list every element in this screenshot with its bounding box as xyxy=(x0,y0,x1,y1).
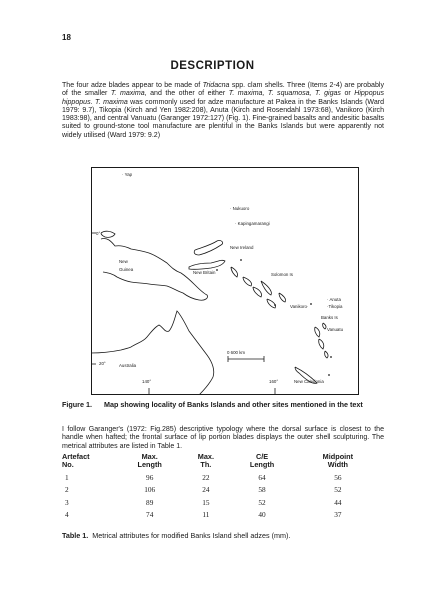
text-run: The four adze blades appear to be made of xyxy=(62,82,203,89)
table-cell: 56 xyxy=(334,472,342,482)
table-caption-label: Table 1. xyxy=(62,531,89,540)
table-cell: 24 xyxy=(202,485,210,495)
table-cell: 37 xyxy=(334,510,342,520)
table-cell: 52 xyxy=(258,497,266,507)
table-cell: 15 xyxy=(202,497,210,507)
label-160-east: 160° xyxy=(269,379,279,384)
body-paragraph-2: I follow Garanger's (1972: Fig.285) descriptive typology where the dorsal surface is closest to the handle when hafted; the frontal surface of lip portion blades displays the outer shell sculpturing. The metrical attributes are listed in Table 1. xyxy=(62,426,384,450)
page-number: 18 xyxy=(62,33,71,42)
header-max-length: Max. Length xyxy=(137,452,162,469)
label-140-east: 140° xyxy=(142,379,152,384)
table-cell: 96 xyxy=(146,472,154,482)
figure-caption-text: Map showing locality of Banks Islands and other sites mentioned in the text xyxy=(104,400,363,409)
table-cell: 3 xyxy=(65,497,69,507)
map-svg xyxy=(91,167,359,395)
body-paragraph-1 xyxy=(62,82,384,140)
text-run: was commonly used for adze manufacture at Pakea in the Banks Islands (Ward 1979: 9.7), Tikopia (Kirch and Yen 1982:208), Anuta (Kirch and Rosendahl 1973:68), Vanikoro (Kirch 1983:98), and central Vanuatu (Garanger 1972:127) (Fig. 1). Fine-grained basalts and andesitic basalts suited to ground-stone tool manufacture are plentiful in the Banks Islands but were apparently not widely utilised (Ward 1979: 9.2) xyxy=(62,98,385,139)
locality-map xyxy=(91,167,359,395)
table-cell: 22 xyxy=(202,472,210,482)
figure-caption xyxy=(62,401,384,409)
table-cell: 64 xyxy=(258,472,266,482)
table-cell: 89 xyxy=(146,497,154,507)
header-artefact: Artefact No. xyxy=(62,452,90,469)
text-run: spp. clam shells. Three (Items 2-4) are probably of the smaller xyxy=(62,82,384,98)
table-caption-text: Metrical attributes for modified Banks Island shell adzes (mm). xyxy=(92,531,291,540)
label-yap: · Yap xyxy=(122,172,133,177)
table-cell: 44 xyxy=(334,497,342,507)
label-anuta: · Anuta xyxy=(327,297,341,302)
table-cell: 52 xyxy=(334,485,342,495)
header-midpoint-width: Midpoint Width xyxy=(322,452,354,469)
text-run: or xyxy=(340,90,355,98)
table-cell: 106 xyxy=(144,485,156,495)
italic-term: Tridacna xyxy=(202,82,230,89)
label-vanuatu: Vanuatu xyxy=(327,327,344,332)
table-row xyxy=(62,484,380,497)
label-20-south: 20° xyxy=(99,361,106,366)
label-banks: Banks Is xyxy=(321,315,338,320)
label-kapingamarangi: · Kapingamarangi xyxy=(235,221,270,226)
italic-term: T. maxima xyxy=(95,98,128,106)
table-cell: 58 xyxy=(258,485,266,495)
table-cell: 11 xyxy=(202,510,210,520)
italic-term: T. maxima xyxy=(110,90,145,98)
label-new-ireland: New Ireland xyxy=(230,245,254,250)
label-scale: 0 600 km xyxy=(227,350,246,355)
table-row xyxy=(62,468,380,484)
table-cell: 40 xyxy=(258,510,266,520)
label-australia: Australia xyxy=(119,363,137,368)
table-row xyxy=(62,509,380,522)
label-new-britain: New Britain xyxy=(193,270,216,275)
label-equator: 0° xyxy=(96,231,101,236)
section-heading: DESCRIPTION xyxy=(170,60,255,72)
table-cell: 74 xyxy=(146,510,154,520)
label-new-guinea-2: Guinea xyxy=(119,267,134,272)
table-cell: 1 xyxy=(65,472,69,482)
label-solomon: Solomon Is xyxy=(271,272,293,277)
label-new-guinea-1: New xyxy=(119,259,128,264)
header-max-thickness: Max. Th. xyxy=(197,452,214,469)
table-cell: 4 xyxy=(65,510,69,520)
map-frame xyxy=(92,168,359,395)
label-new-caledonia: New Caledonia xyxy=(294,379,324,384)
label-tikopia: ·Tikopia xyxy=(327,304,343,309)
text-run: . xyxy=(90,98,96,106)
italic-term: T. maxima, T. squamosa, T. gigas xyxy=(228,90,341,98)
table-cell: 2 xyxy=(65,485,69,495)
figure-label: Figure 1. xyxy=(62,400,92,409)
table-row xyxy=(62,496,380,509)
italic-term: Hippopus hippopus xyxy=(62,90,385,106)
text-run: , and the other of either xyxy=(144,90,229,98)
table-caption xyxy=(62,531,290,540)
table-header-row xyxy=(62,453,380,468)
label-nukuoro: · Nukuoro xyxy=(230,206,250,211)
metrics-table xyxy=(62,453,380,521)
label-vanikoro: Vanikoro· xyxy=(290,304,309,309)
header-ce-length: C/E Length xyxy=(249,452,275,469)
